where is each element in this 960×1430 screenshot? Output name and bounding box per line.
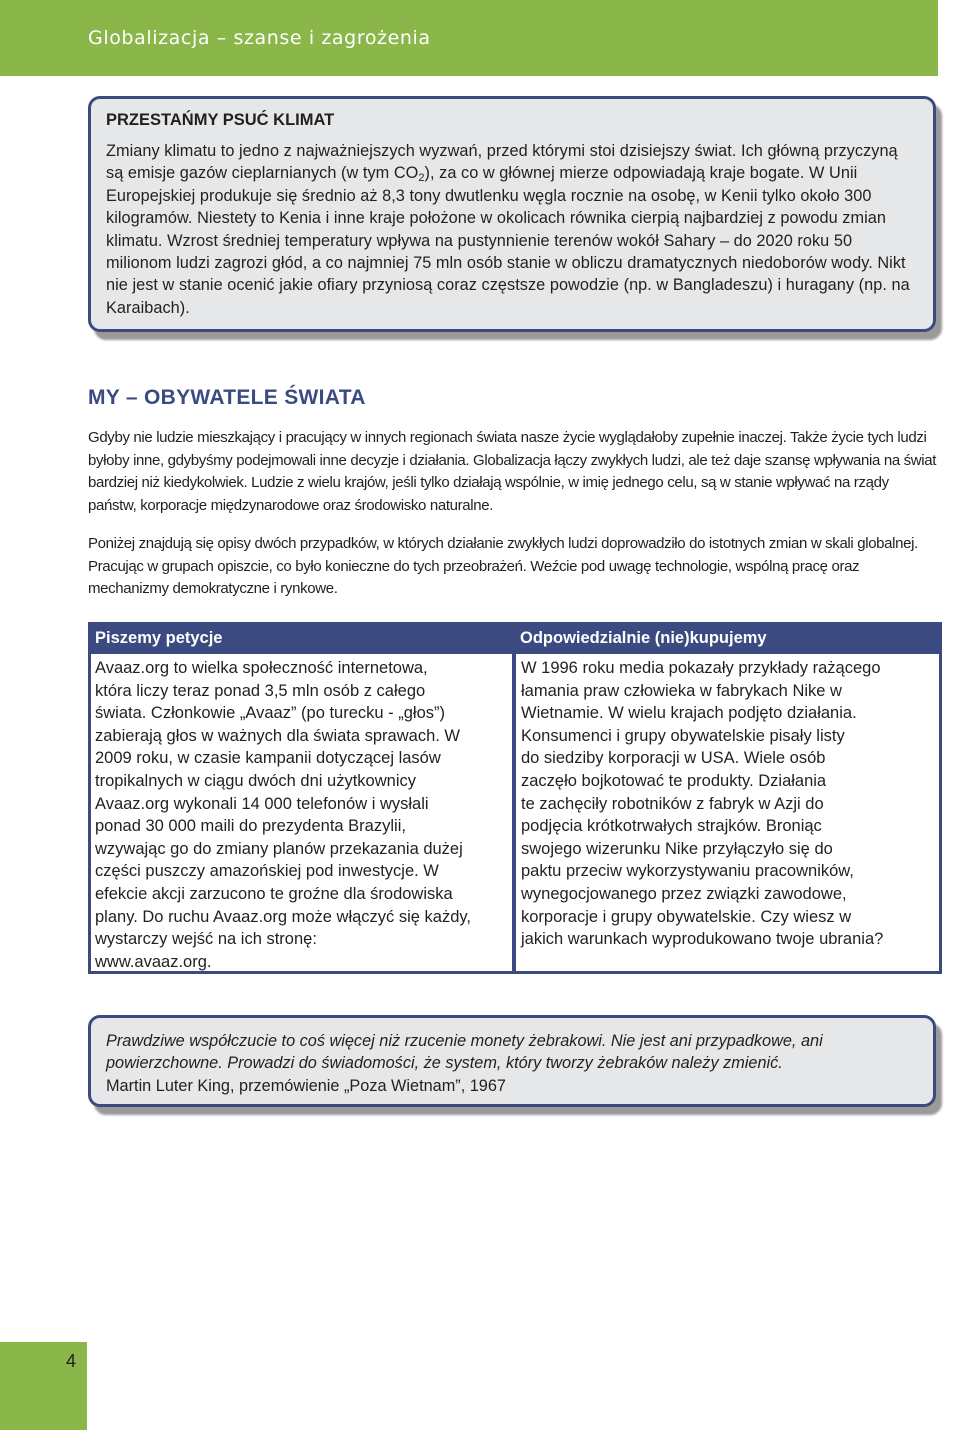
page-number: 4 <box>66 1351 77 1371</box>
column-text-line: podjęcia krótkotrwałych strajków. Broniąc <box>521 817 822 836</box>
column-text-line: Avaaz.org to wielka społeczność internetowa, <box>95 659 428 677</box>
column-text-line: wynegocjowanego przez związki zawodowe, <box>521 884 847 903</box>
column-text-line: świata. Członkowie „Avaaz” (po turecku - „głos”) <box>95 704 445 723</box>
column-text-line: wzywając go do zmiany planów przekazania dużej <box>95 839 463 858</box>
column-text-line: korporacje i grupy obywatelskie. Czy wiesz w <box>521 907 852 926</box>
climate-body-part1: Zmiany klimatu to jedno z najważniejszych wyzwań, przed którymi stoi dzisiejszy świat. Ich główną przyczyną są emisje gazów cieplarnianych (w tym CO <box>106 142 898 183</box>
column-text-line: łamania praw człowieka w fabrykach Nike w <box>521 681 842 700</box>
running-header-title: Globalizacja – szanse i zagrożenia <box>88 27 431 49</box>
column-text-line: zaczęło bojkotować te produkty. Działania <box>521 771 827 790</box>
column-text-line: paktu przeciw wykorzystywaniu pracowników, <box>521 862 854 881</box>
column-text-line: Avaaz.org wykonali 14 000 telefonów i wysłali <box>95 794 429 813</box>
column-text-line: wystarczy wejść na ich stronę: <box>95 930 317 949</box>
column-text-line: jakich warunkach wyprodukowano twoje ubrania? <box>521 930 884 949</box>
quote-paragraph <box>106 1030 917 1097</box>
column-text-line: Wietnamie. W wielu krajach podjęto działania. <box>521 704 857 723</box>
climate-body-part2: ), za co w głównej mierze odpowiadają kraje bogate. W Unii Europejskiej produkuje się średnio aż 8,3 tony dwutlenku węgla rocznie na osobę, w Kenii tylko około 300 kilogramów. Niestety to Kenia i inne kraje położone w okolicach równika cierpią najbardziej z powodu zmian klimatu. Wzrost średniej temperatury wpływa na pustynnienie terenów wokół Sahary – do 2020 roku 50 milionom ludzi zagrozi głód, a co najmniej 75 mln osób stanie w obliczu dramatycznych niedoborów wody. Nikt nie jest w stanie ocenić jakie ofiary przyniosą coraz częstsze powodzie (np. w Bangladeszu) i huragany (np. na Karaibach). <box>106 164 910 317</box>
column-text-line: ponad 30 000 maili do prezydenta Brazylii, <box>95 817 406 836</box>
column-heading-responsible-buying: Odpowiedzialnie (nie)kupujemy <box>520 629 767 647</box>
column-text-line: 2009 roku, w czasie kampanii dotyczącej lasów <box>95 749 441 768</box>
climate-info-box <box>88 96 936 332</box>
section-title: MY – OBYWATELE ŚWIATA <box>88 386 366 409</box>
column-text-line: do siedziby korporacji w USA. Wiele osób <box>521 749 826 768</box>
section-paragraph-2: Poniżej znajdują się opisy dwóch przypadków, w których działanie zwykłych ludzi doprowadziło do istotnych zmian w skali globalnej. Pracując w grupach opiszcie, co było konieczne do tych przeobrażeń. Weźcie pod uwagę technologie, wspólną pracę oraz mechanizmy demokratyczne i rynkowe. <box>88 535 918 598</box>
climate-box-title: PRZESTAŃMY PSUĆ KLIMAT <box>106 111 335 129</box>
column-text-line: która liczy teraz ponad 3,5 mln osób z całego <box>95 681 426 700</box>
column-text-line: części puszczy amazońskiej pod inwestycje. W <box>95 862 439 881</box>
column-text-line: tropikalnych w ciągu dwóch dni użytkownicy <box>95 771 416 790</box>
column-body-responsible-buying <box>516 654 939 971</box>
column-text-line: zabierają głos w ważnych dla świata sprawach. W <box>95 726 460 745</box>
quote-text: Prawdziwe współczucie to coś więcej niż rzucenie monety żebrakowi. Nie jest ani przypadkowe, ani powierzchowne. Prowadzi do świadomości, że system, który tworzy żebraków należy zmienić. <box>106 1032 823 1073</box>
column-text-line: swojego wizerunku Nike przyłączyło się do <box>521 839 833 858</box>
column-body-petitions <box>91 654 512 971</box>
column-text-line: efekcie akcji zarzucono te groźne dla środowiska <box>95 884 453 903</box>
quote-source: Martin Luter King, przemówienie „Poza Wietnam”, 1967 <box>106 1076 506 1095</box>
co2-subscript: 2 <box>418 172 425 185</box>
column-text-line: te zachęciły robotników z fabryk w Azji do <box>521 794 824 813</box>
column-text-line: www.avaaz.org. <box>95 952 212 971</box>
case-study-table <box>88 622 942 974</box>
quote-box <box>88 1015 936 1107</box>
column-text-line: Konsumenci i grupy obywatelskie pisały listy <box>521 726 845 745</box>
column-text-line: plany. Do ruchu Avaaz.org może włączyć się każdy, <box>95 907 472 926</box>
column-text-line: W 1996 roku media pokazały przykłady rażącego <box>521 659 881 677</box>
section-paragraph-1: Gdyby nie ludzie mieszkający i pracujący w innych regionach świata nasze życie wyglądałoby zupełnie inaczej. Także życie tych ludzi byłoby inne, gdybyśmy podejmowali inne decyzje i działania. Globalizacja łączy zwykłych ludzi, ale też daje szansę wpływania na świat bardziej niż kiedykolwiek. Ludzie z wielu krajów, jeśli tylko działają wspólnie, w imię jednego celu, są w stanie wpływać na rządy państw, korporacje międzynarodowe oraz środowisko naturalne. <box>88 429 937 514</box>
climate-box-body <box>106 140 917 319</box>
column-heading-petitions: Piszemy petycje <box>95 629 223 647</box>
